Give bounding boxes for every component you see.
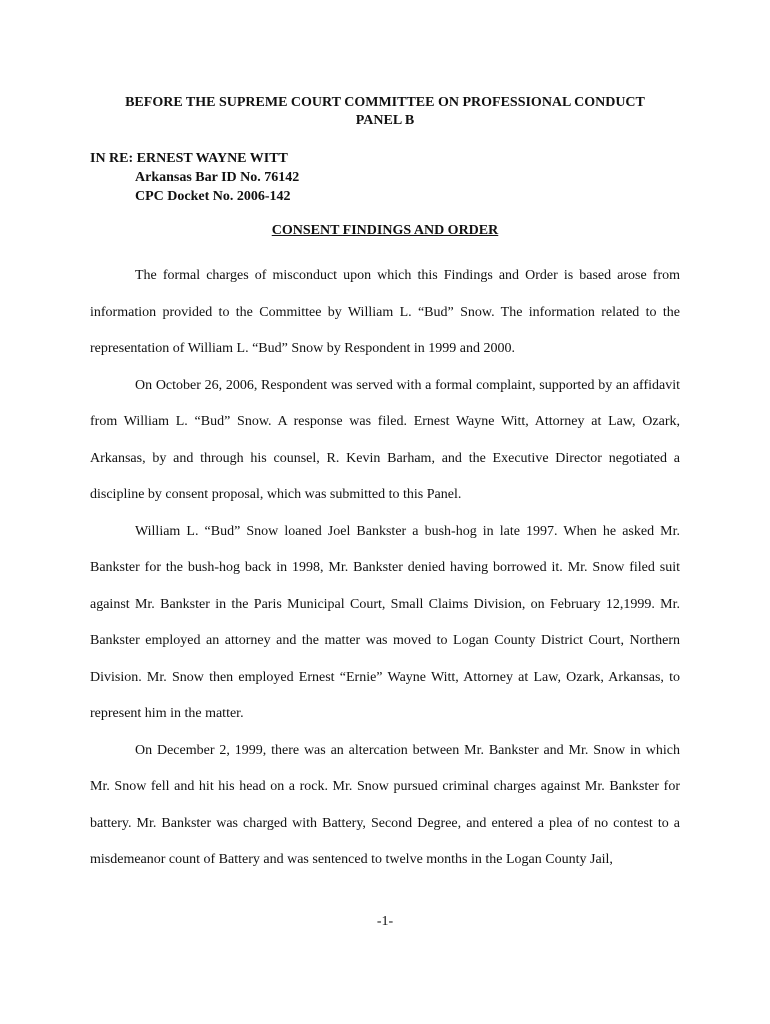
panel-header: PANEL B xyxy=(355,113,415,128)
respondent-name: IN RE: ERNEST WAYNE WITT xyxy=(90,151,288,166)
paragraph: William L. “Bud” Snow loaned Joel Bankster a bush-hog in late 1997. When he asked Mr. Bankster for the bush-hog back in 1998, Mr. Bankster denied having borrowed it. Mr. Snow filed suit against Mr. Bankster in the Paris Municipal Court, Small Claims Division, on February 12,1999. Mr. Bankster employed an attorney and the matter was moved to Logan County District Court, Northern Division. Mr. Snow then employed Ernest “Ernie” Wayne Witt, Attorney at Law, Ozark, Arkansas, to represent him in the matter. xyxy=(90,523,680,721)
document-title: CONSENT FINDINGS AND ORDER xyxy=(271,223,499,238)
paragraph: On December 2, 1999, there was an altercation between Mr. Bankster and Mr. Snow in which Mr. Snow fell and hit his head on a rock. Mr. Snow pursued criminal charges against Mr. Bankster for battery. Mr. Bankster was charged with Battery, Second Degree, and entered a plea of no contest to a misdemeanor count of Battery and was sentenced to twelve months in the Logan County Jail, xyxy=(90,742,680,867)
document-body xyxy=(90,258,680,879)
docket-number: CPC Docket No. 2006-142 xyxy=(135,189,291,204)
court-header: BEFORE THE SUPREME COURT COMMITTEE ON PROFESSIONAL CONDUCT xyxy=(125,95,645,110)
case-caption xyxy=(90,149,299,206)
bar-id: Arkansas Bar ID No. 76142 xyxy=(135,170,300,185)
paragraph: On October 26, 2006, Respondent was served with a formal complaint, supported by an affidavit from William L. “Bud” Snow. A response was filed. Ernest Wayne Witt, Attorney at Law, Ozark, Arkansas, by and through his counsel, R. Kevin Barham, and the Executive Director negotiated a discipline by consent proposal, which was submitted to this Panel. xyxy=(90,377,680,502)
paragraph: The formal charges of misconduct upon which this Findings and Order is based arose from information provided to the Committee by William L. “Bud” Snow. The information related to the representation of William L. “Bud” Snow by Respondent in 1999 and 2000. xyxy=(90,268,680,356)
page-number: -1- xyxy=(376,914,394,929)
